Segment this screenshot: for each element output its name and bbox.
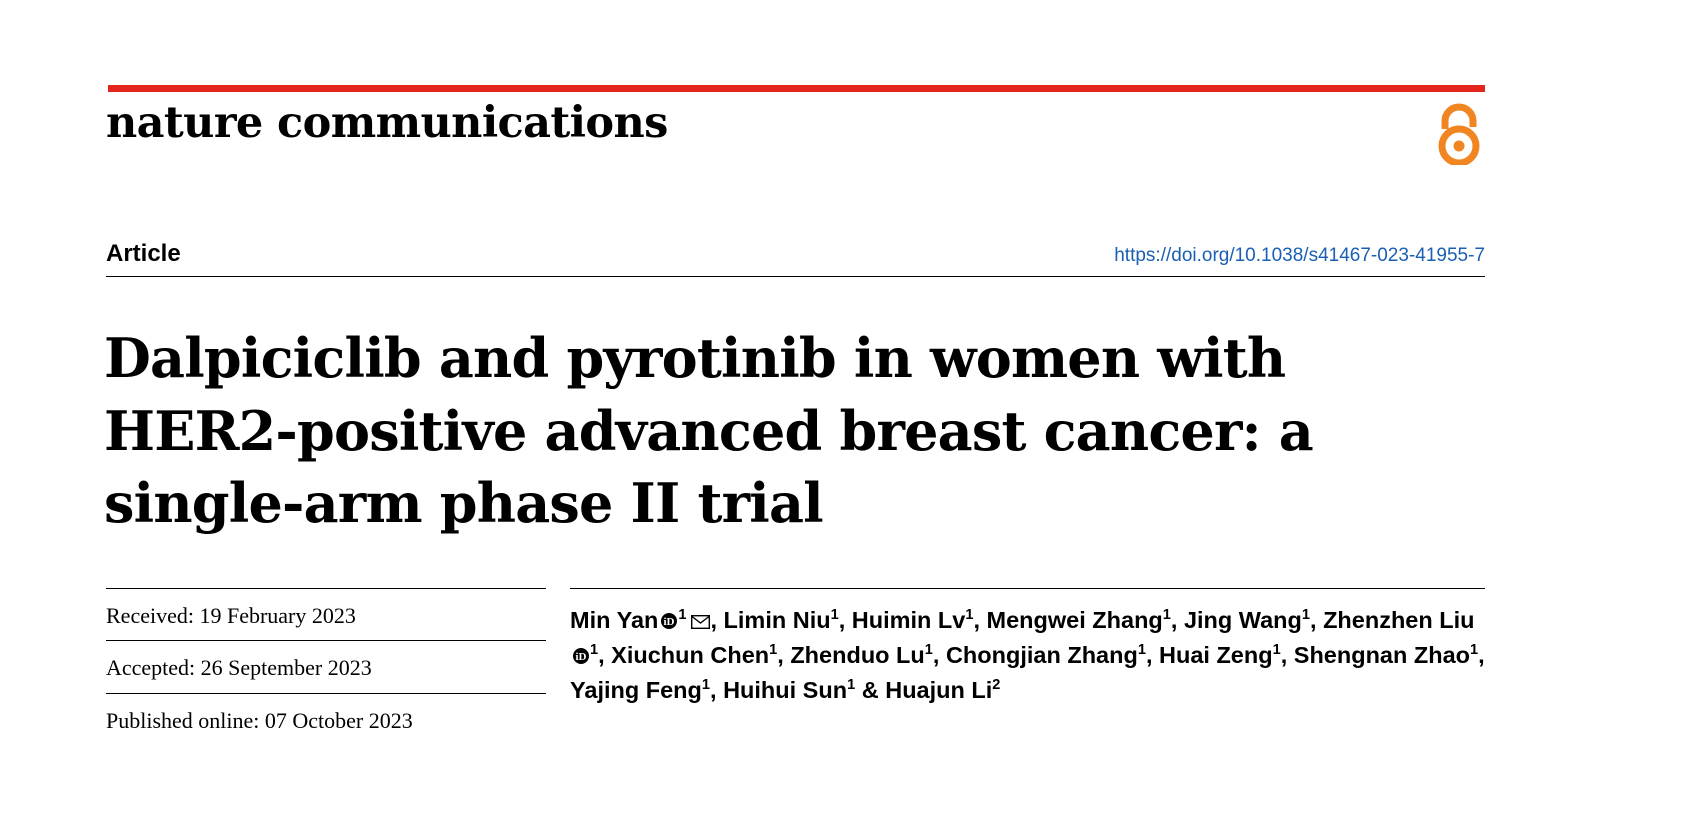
- author-list: Min Yan iD $^1$ , Limin Niu$^1$, Huimin Lv$^1$, Mengwei Zhang$^1$, Jing Wang$^1$, Zhenzhen Liu iD $^1$, Xiuchun Chen$^1$, Zhenduo Lu$^1$, Chongjian Zhang$^1$, Huai Zeng$^1$, Shengnan Zhao$^1$, Yajing Feng$^1$, Huihui Sun$^1$ & Huajun Li$^2$: [570, 588, 1485, 707]
- author-name[interactable]: Zhenzhen Liu: [1323, 607, 1475, 633]
- brand-rule: [108, 85, 1485, 92]
- affiliation-mark: 1: [1137, 641, 1146, 658]
- svg-text:iD: iD: [575, 650, 587, 663]
- orcid-icon[interactable]: [573, 639, 589, 663]
- author-name[interactable]: Limin Niu: [723, 607, 831, 633]
- email-icon[interactable]: [691, 604, 710, 618]
- author-name[interactable]: Mengwei Zhang: [986, 607, 1163, 633]
- author-name[interactable]: Jing Wang: [1183, 607, 1302, 633]
- author-name[interactable]: Xiuchun Chen: [611, 641, 770, 668]
- open-access-icon: [1433, 103, 1485, 165]
- author-name[interactable]: Huihui Sun: [723, 676, 848, 703]
- affiliation-mark: 1: [965, 607, 974, 624]
- article-type-label: Article: [106, 240, 181, 267]
- publication-dates: [106, 588, 546, 745]
- affiliation-mark: 1: [1272, 641, 1281, 658]
- author-separator: &: [861, 676, 879, 703]
- author-name[interactable]: Huajun Li: [885, 676, 993, 703]
- author-name[interactable]: Min Yan: [570, 607, 659, 633]
- affiliation-mark: 1: [1470, 641, 1479, 658]
- affiliation-mark: 1: [769, 641, 778, 658]
- svg-text:iD: iD: [663, 616, 675, 628]
- article-meta-row: [106, 240, 1485, 277]
- orcid-icon[interactable]: [661, 604, 677, 628]
- affiliation-mark: 1: [701, 676, 710, 693]
- published-date: Published online: 07 October 2023: [106, 707, 413, 733]
- affiliation-mark: 2: [992, 676, 1001, 693]
- affiliation-mark: 1: [1162, 607, 1171, 624]
- journal-masthead: nature communications: [106, 98, 668, 148]
- affiliation-mark: 1: [678, 607, 687, 624]
- author-name[interactable]: Chongjian Zhang: [945, 641, 1138, 668]
- author-name[interactable]: Huimin Lv: [851, 607, 966, 633]
- affiliation-mark: 1: [830, 607, 839, 624]
- accepted-date: Accepted: 26 September 2023: [106, 641, 546, 693]
- author-name[interactable]: Yajing Feng: [570, 676, 702, 703]
- affiliation-mark: 1: [924, 641, 933, 658]
- affiliation-mark: 1: [1301, 607, 1310, 624]
- author-name[interactable]: Huai Zeng: [1159, 641, 1273, 668]
- affiliation-mark: 1: [847, 676, 856, 693]
- author-name[interactable]: Zhenduo Lu: [790, 641, 925, 668]
- affiliation-mark: 1: [590, 641, 599, 658]
- author-name[interactable]: Shengnan Zhao: [1293, 641, 1471, 668]
- page-title: Dalpiciclib and pyrotinib in women with HER2-positive advanced breast cancer: a single-arm phase II trial: [104, 326, 1313, 535]
- doi-link[interactable]: https://doi.org/10.1038/s41467-023-41955-7: [1114, 245, 1485, 266]
- received-date: Received: 19 February 2023: [106, 589, 546, 641]
